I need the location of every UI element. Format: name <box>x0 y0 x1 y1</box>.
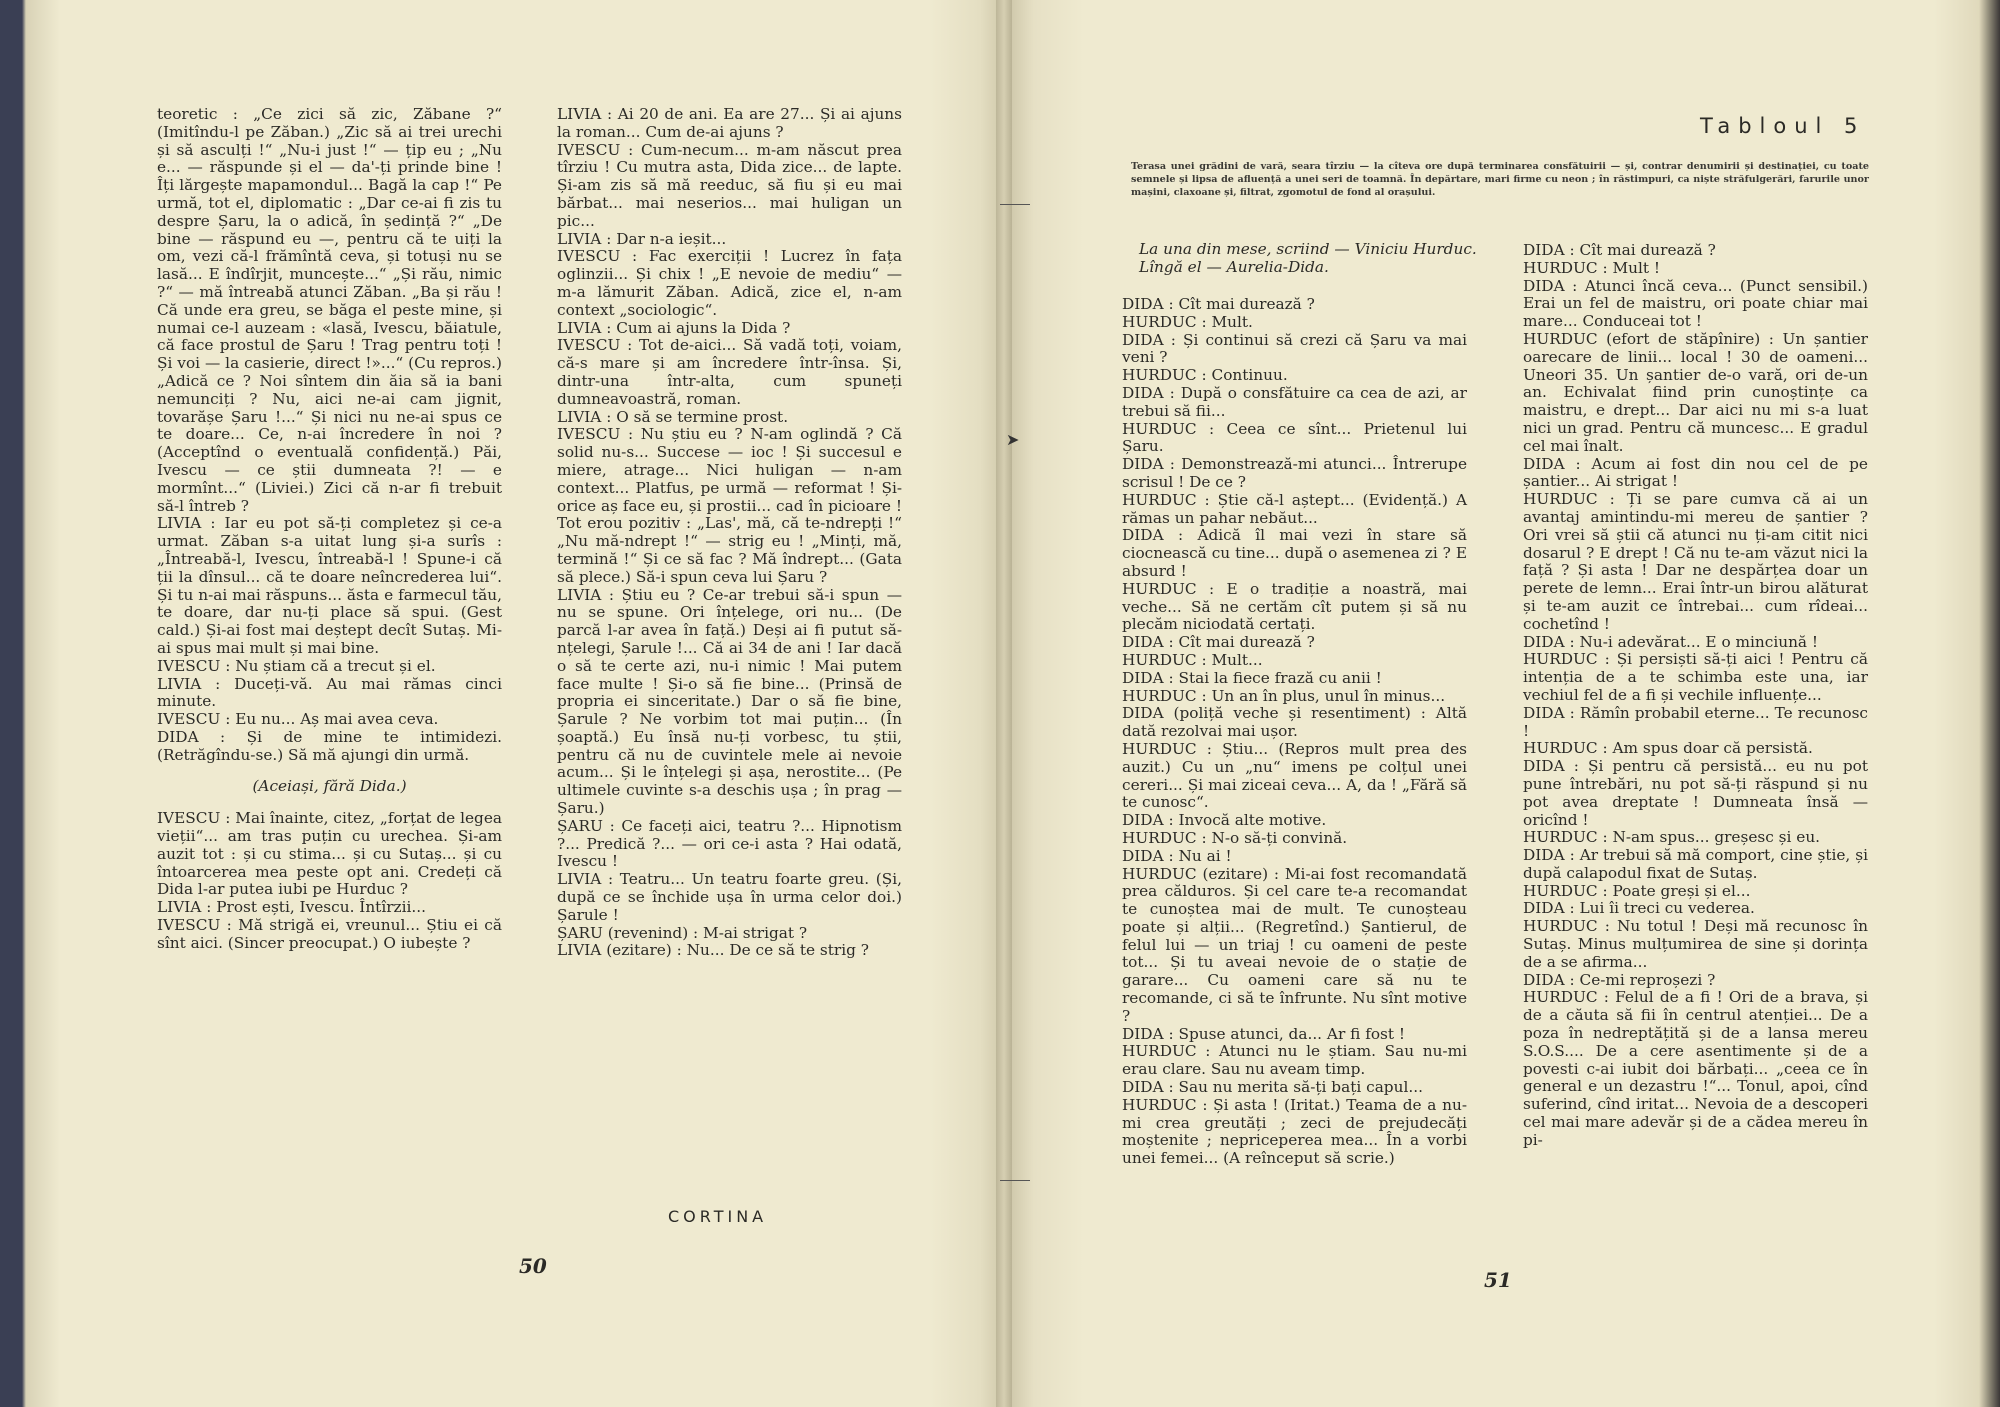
dialogue-paragraph: LIVIA : Dar n-a ieșit... <box>557 229 727 248</box>
dialogue-paragraph: IVESCU : Eu nu... Aș mai avea ceva. <box>157 710 439 729</box>
dialogue-paragraph: HURDUC : Poate greși și el... <box>1523 881 1751 900</box>
dialogue-paragraph: HURDUC (ezitare) : Mi-ai fost recomandată prea călduros. Și cel care te-a recomandat te cunoștea mai de mult. Te cunoșteau poate și alții... (Regretînd.) Șantierul, de felul lui — un triaj ! cu oameni de peste tot... Și tu aveai nevoie de o stație de garare... Cu oameni care să nu te recomande, ci să te înfrunte. Nu sînt motive ? <box>1122 864 1467 1025</box>
margin-arrow: ➤ <box>1006 430 1020 449</box>
dialogue-paragraph: DIDA : Nu-i adevărat... E o minciună ! <box>1523 632 1819 651</box>
right-page-column-2 <box>1523 242 1868 1150</box>
stage-direction: La una din mese, scriind — Viniciu Hurduc. Lîngă el — Aurelia-Dida. <box>1139 240 1477 276</box>
margin-tick-bottom <box>1000 1180 1030 1181</box>
dialogue-paragraph: DIDA : Cît mai durează ? <box>1122 295 1315 313</box>
scene-setting: Terasa unei grădini de vară, seara tîrziu — la cîteva ore după terminarea consfătuirii — și, contrar denumirii și destinației, cu toate semnele și lipsa de afluență a unei seri de toamnă. În depărtare, mari firme cu neon ; în răstimpuri, ca niște străfulgerări, farurile unor mașini, claxoane și, filtrat, zgomotul de fond al orașului. <box>1131 161 1869 198</box>
dialogue-paragraph: DIDA : După o consfătuire ca cea de azi, ar trebui să fii... <box>1122 383 1467 420</box>
book-spine <box>996 0 1012 1407</box>
dialogue-paragraph: IVESCU : Nu știu eu ? N-am oglindă ? Că solid nu-s... Succese — ioc ! Și succesul e miere, atrage... Nici huligan — n-am context... Platfus, pe urmă — reformat ! Și-orice aș face eu, și prostii... cad în picioare ! Tot erou pozitiv : „Las', mă, că te-ndrepți !“ „Nu mă-ndrept !“ — strig eu ! „Minți, mă, termină !“ Și ce să fac ? Mă îndrept... (Gata să plece.) Să-i spun ceva lui Șaru ? <box>557 425 902 586</box>
dialogue-paragraph: HURDUC : Și asta ! (Iritat.) Teama de a nu-mi crea greutăți ; zeci de prejudecăți moștenite ; nepriceperea mea... În a vorbi unei femei... (A reînceput să scrie.) <box>1122 1095 1467 1168</box>
dialogue-paragraph: DIDA (poliță veche și resentiment) : Altă dată rezolvai mai ușor. <box>1122 704 1467 741</box>
dialogue-paragraph: HURDUC : Nu totul ! Deși mă recunosc în Sutaș. Minus mulțumirea de sine și dorința de a se afirma... <box>1523 917 1868 971</box>
dialogue-paragraph: IVESCU : Nu știam că a trecut și el. <box>157 656 436 675</box>
dialogue-paragraph: HURDUC : Continuu. <box>1122 366 1288 385</box>
dialogue-paragraph: DIDA : Și de mine te intimidezi. (Retrăgîndu-se.) Să mă ajungi din urmă. <box>157 727 502 764</box>
dialogue-paragraph: DIDA : Nu ai ! <box>1122 846 1232 865</box>
dialogue-paragraph: IVESCU : Mai înainte, citez, „forțat de legea vieții“... am tras puțin cu urechea. Și-am auzit tot : și cu stima... și cu Sutaș... și cu întoarcerea mea peste opt ani. Credeți că Dida l-ar putea iubi pe Hurduc ? <box>157 809 502 899</box>
dialogue-paragraph: DIDA : Cît mai durează ? <box>1523 241 1716 259</box>
dialogue-paragraph: LIVIA : O să se termine prost. <box>557 407 789 426</box>
dialogue-paragraph: HURDUC : Mult ! <box>1523 258 1661 277</box>
dialogue-paragraph: LIVIA : Prost ești, Ivescu. Întîrzii... <box>157 898 426 917</box>
dialogue-paragraph: HURDUC : N-o să-ți convină. <box>1122 828 1348 847</box>
margin-tick-top <box>1000 204 1030 205</box>
dialogue-paragraph: DIDA : Stai la fiece frază cu anii ! <box>1122 668 1382 687</box>
left-page-column-2 <box>557 106 902 960</box>
dialogue-paragraph: LIVIA : Știu eu ? Ce-ar trebui să-i spun — nu se spune. Ori înțelege, ori nu... (De parcă l-ar avea în față.) Deși ai fi putut să-nțelegi, Șarule !... Că ai 34 de ani ! Iar dacă o să te certe azi, nu-i nimic ! Mai putem face multe ! Și-o să fie bine... (Prinsă de propria ei sinceritate.) Dar o să fie bine, Șarule ? Ne vorbim tot mai puțin... (În șoaptă.) Eu însă nu-ți vorbesc, tu știi, pentru că nu de cuvintele mele ai nevoie acum... Și le înțelegi și așa, nerostite... (Pe ultimele cuvinte s-a deschis ușa ; în prag — Șaru.) <box>557 585 902 818</box>
dialogue-paragraph: HURDUC : Știu... (Repros mult prea des auzit.) Cu un „nu“ imens pe colțul unei cereri... Și mai ziceai ceva... A, da ! „Fără să te cunosc“. <box>1122 739 1467 812</box>
dialogue-paragraph: HURDUC : Și persiști să-ți aici ! Pentru că intenția de a te schimba este una, iar vechiul fel de a fi și vechile influențe... <box>1523 650 1868 704</box>
dialogue-paragraph: LIVIA : Iar eu pot să-ți completez și ce-a urmat. Zăban s-a uitat lung și-a surîs : „Întreabă-l, Ivescu, întreabă-l ! Spune-i că ții la dînsul... că te doare neîncrederea lui“. Și tu n-ai mai răspuns... ăsta e farmecul tău, te doare, dar nu-ți place să spui. (Gest cald.) Și-ai fost mai deștept decît Sutaș. Mi-ai spus mai mult și mai bine. <box>157 514 502 657</box>
dialogue-paragraph: DIDA : Ce-mi reproșezi ? <box>1523 970 1716 989</box>
dialogue-paragraph: HURDUC : Știe că-l aștept... (Evidență.) A rămas un pahar nebăut... <box>1122 490 1467 527</box>
dialogue-paragraph: (Aceiași, fără Dida.) <box>252 777 407 796</box>
scene-title: Tabloul 5 <box>1700 114 1866 138</box>
dialogue-paragraph: LIVIA : Ai 20 de ani. Ea are 27... Și ai ajuns la roman... Cum de-ai ajuns ? <box>557 105 902 141</box>
left-page-number: 50 <box>519 1254 547 1278</box>
dialogue-paragraph: HURDUC : Mult... <box>1122 650 1263 669</box>
dialogue-paragraph: IVESCU : Fac exerciții ! Lucrez în fața oglinzii... Și chix ! „E nevoie de mediu“ — m-a lămurit Zăban. Adică, zice el, n-am context „sociologic“. <box>557 247 902 319</box>
cortina-label: CORTINA <box>668 1207 768 1226</box>
dialogue-paragraph: HURDUC : Ți se pare cumva că ai un avantaj amintindu-mi mereu de șantier ? Ori vrei să știi că atunci nu ți-am citit nici dosarul ? E drept ! Că nu te-am văzut nici la față ? Și asta ! Dar ne despărțea doar un perete de lemn... Erai într-un birou alăturat și te-am auzit ce întrebai... cum rîdeai... cochetînd ! <box>1523 490 1868 633</box>
dialogue-paragraph: DIDA : Ar trebui să mă comport, cine știe, și după calapodul fixat de Sutaș. <box>1523 846 1868 882</box>
dialogue-paragraph: HURDUC (efort de stăpînire) : Un șantier oarecare de linii... local ! 30 de oameni... Uneori 35. Un șantier de-o vară, ori de-un an. Echivalat fiind prin cunoștințe ca maistru, e drept... Dar aici nu mi s-a luat nici un grad. Pentru că muncesc... E gradul cel mai înalt. <box>1523 329 1868 455</box>
dialogue-paragraph: HURDUC : N-am spus... greșesc și eu. <box>1523 828 1821 847</box>
dialogue-paragraph: DIDA : Și continui să crezi că Șaru va mai veni ? <box>1122 330 1467 367</box>
dialogue-paragraph: DIDA : Adică îl mai vezi în stare să ciocnească cu tine... după o asemenea zi ? E absurd ! <box>1122 526 1467 580</box>
dialogue-paragraph: DIDA : Demonstrează-mi atunci... Întrerupe scrisul ! De ce ? <box>1122 455 1467 491</box>
dialogue-paragraph: HURDUC : Felul de a fi ! Ori de a brava, și de a căuta să fii în centrul atenției... De a poza în nedreptățită și de a lansa mereu S.O.S.... De a cere asentimente și de a povesti c-ai iubit doi bărbați... „ceea ce în general e un dezastru !“... Tonul, apoi, cînd suferind, cînd iritat... Nevoia de a descoperi cel mai mare adevăr și de a cădea mereu în pi- <box>1523 988 1868 1149</box>
dialogue-paragraph: ȘARU : Ce faceți aici, teatru ?... Hipnotism ?... Predică ?... — ori ce-i asta ? Hai odată, Ivescu ! <box>557 816 902 871</box>
dialogue-paragraph: IVESCU : Tot de-aici... Să vadă toți, voiam, că-s mare și am încredere într-însa. Și, dintr-una într-alta, cum spuneți dumneavoastră, roman. <box>557 336 902 408</box>
dialogue-paragraph: IVESCU : Mă strigă ei, vreunul... Știu ei că sînt aici. (Sincer preocupat.) O iubește ? <box>157 916 502 952</box>
dialogue-paragraph: DIDA : Rămîn probabil eterne... Te recunosc ! <box>1523 703 1868 740</box>
dialogue-paragraph: ȘARU (revenind) : M-ai strigat ? <box>557 923 808 942</box>
dialogue-paragraph: HURDUC : Un an în plus, unul în minus... <box>1122 686 1446 705</box>
dialogue-paragraph: LIVIA (ezitare) : Nu... De ce să te strig ? <box>557 941 869 960</box>
dialogue-paragraph: IVESCU : Cum-necum... m-am născut prea tîrziu ! Cu mutra asta, Dida zice... de lapte. Și-am zis să mă reeduc, să fiu și eu mai bărbat... mai neserios... mai huligan un pic... <box>557 140 902 230</box>
dialogue-paragraph: teoretic : „Ce zici să zic, Zăbane ?“ (Imitîndu-l pe Zăban.) „Zic să ai trei urechi și să asculți !“ „Nu-i just !“ — țip eu ; „Nu e... — răspunde și el — da'-ți prinde bine ! Îți lărgește mapamondul... Bagă la cap !“ Pe urmă, tot el, diplomatic : „Dar ce-ai fi zis tu despre Șaru, la o adică, în ședință ?“ „De bine — răspund eu —, pentru că te uiți la om, vezi că-l frămîntă ceva, și totuși nu se lasă... E îndîrjit, muncește...“ „Și rău, nimic ?“ — mă întreabă atunci Zăban. „Ba și rău ! Că unde era greu, se băga el peste mine, și numai ce-l auzeam : «lasă, Ivescu, băiatule, că face prostul de Șaru ! Trag pentru toți ! Și voi — la casierie, direct !»...“ (Cu repros.) „Adică ce ? Noi sîntem din ăia să ia bani nemunciți ? Nu, aici ne-ai cam jignit, tovarășe Șaru !...“ Și nici nu ne-ai spus ce te doare... Ce, n-ai încredere în noi ? (Acceptînd o eventuală confidență.) Păi, Ivescu — ce știi dumneata ?! — e mormînt...“ (Liviei.) Zici că n-ar fi trebuit să-l întreb ? <box>157 105 502 515</box>
right-page-column-1 <box>1122 296 1467 1168</box>
dialogue-paragraph: LIVIA : Cum ai ajuns la Dida ? <box>557 318 791 337</box>
dialogue-paragraph: HURDUC : Mult. <box>1122 312 1253 331</box>
dialogue-paragraph: HURDUC : Atunci nu le știam. Sau nu-mi erau clare. Sau nu aveam timp. <box>1122 1042 1467 1079</box>
dialogue-paragraph: DIDA : Și pentru că persistă... eu nu pot pune întrebări, nu pot să-ți răspund și nu pot avea dreptate ! Dumneata însă — oricînd ! <box>1523 757 1868 829</box>
dialogue-paragraph: LIVIA : Teatru... Un teatru foarte greu. (Și, după ce se închide ușa în urma celor doi.) Șarule ! <box>557 870 902 924</box>
dialogue-paragraph: DIDA : Invocă alte motive. <box>1122 811 1327 830</box>
dialogue-paragraph: DIDA : Lui îi treci cu vederea. <box>1523 899 1755 918</box>
dialogue-paragraph: HURDUC : Am spus doar că persistă. <box>1523 739 1813 758</box>
dialogue-paragraph: DIDA : Cît mai durează ? <box>1122 633 1315 652</box>
dialogue-paragraph: LIVIA : Duceți-vă. Au mai rămas cinci minute. <box>157 674 502 711</box>
right-page-number: 51 <box>1484 1268 1512 1292</box>
dialogue-paragraph: HURDUC : Ceea ce sînt... Prietenul lui Șaru. <box>1122 419 1467 456</box>
dialogue-paragraph: HURDUC : E o tradiție a noastră, mai veche... Să ne certăm cît putem și să nu plecăm niciodată certați. <box>1122 579 1467 634</box>
dialogue-paragraph: DIDA : Acum ai fost din nou cel de pe șantier... Ai strigat ! <box>1523 454 1868 491</box>
left-page-column-1 <box>157 106 502 953</box>
dialogue-paragraph: DIDA : Spuse atunci, da... Ar fi fost ! <box>1122 1024 1406 1043</box>
dialogue-paragraph: DIDA : Atunci încă ceva... (Punct sensibil.) Erai un fel de maistru, ori poate chiar mai mare... Conduceai tot ! <box>1523 276 1868 331</box>
dialogue-paragraph: DIDA : Sau nu merita să-ți bați capul... <box>1122 1078 1423 1097</box>
